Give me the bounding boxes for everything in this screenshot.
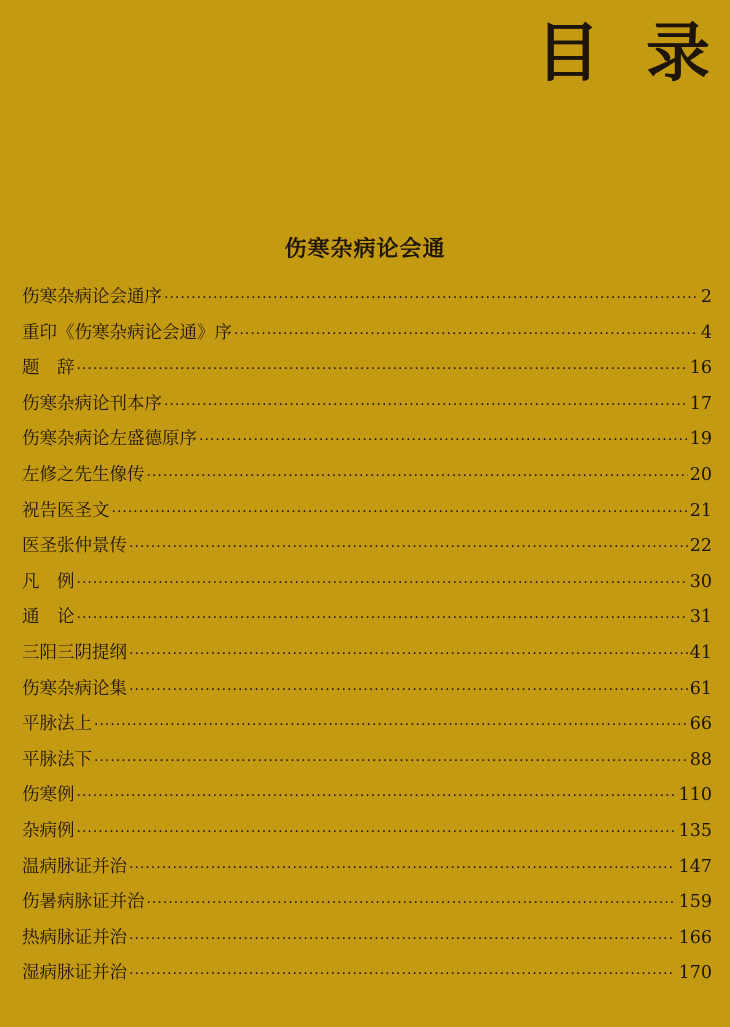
toc-entry-label: 通 论 <box>22 607 75 628</box>
toc-entry-page: 22 <box>689 536 712 557</box>
dot-leader <box>129 682 688 698</box>
toc-entry[interactable] <box>22 390 712 426</box>
dot-leader <box>129 966 674 982</box>
dot-leader <box>129 539 688 555</box>
dot-leader <box>164 397 688 413</box>
toc-entry[interactable] <box>22 853 712 889</box>
toc-entry-label: 三阳三阴提纲 <box>22 642 127 663</box>
dot-leader <box>147 895 675 911</box>
dot-leader <box>129 646 688 662</box>
toc-entry[interactable] <box>22 639 712 675</box>
toc-entry-label: 医圣张仲景传 <box>22 536 127 557</box>
toc-entry-page: 159 <box>678 892 712 913</box>
dot-leader <box>164 290 696 306</box>
dot-leader <box>147 468 688 484</box>
toc-entry[interactable] <box>22 959 712 995</box>
toc-entry[interactable] <box>22 319 712 355</box>
toc-entry-label: 伤寒例 <box>22 785 75 806</box>
toc-entry-page: 2 <box>700 287 712 307</box>
toc-entry-page: 31 <box>689 607 712 628</box>
dot-leader <box>129 931 674 947</box>
toc-entry-page: 61 <box>689 678 712 699</box>
page-title <box>536 16 710 91</box>
toc-entry-page: 110 <box>678 785 712 806</box>
page-title-char: 目 <box>536 16 600 91</box>
dot-leader <box>77 788 675 804</box>
dot-leader <box>77 610 688 626</box>
toc-entry-page: 17 <box>689 393 712 414</box>
toc-entry-label: 伤寒杂病论刊本序 <box>22 393 162 414</box>
toc-entry[interactable] <box>22 710 712 746</box>
toc-entry[interactable] <box>22 532 712 568</box>
toc-entry-page: 21 <box>689 500 712 521</box>
toc-entry-page: 4 <box>700 322 712 343</box>
toc-entry-label: 左修之先生像传 <box>22 464 145 485</box>
toc-entry-page: 88 <box>689 749 712 770</box>
table-of-contents <box>22 283 712 995</box>
toc-entry-label: 平脉法上 <box>22 714 92 735</box>
toc-entry-label: 湿病脉证并治 <box>22 963 127 984</box>
toc-entry[interactable] <box>22 781 712 817</box>
toc-entry-label: 伤寒杂病论集 <box>22 678 127 699</box>
toc-entry-page: 166 <box>678 927 712 948</box>
toc-entry-label: 重印《伤寒杂病论会通》序 <box>22 322 232 343</box>
toc-entry-label: 伤暑病脉证并治 <box>22 892 145 913</box>
toc-entry-label: 杂病例 <box>22 820 75 841</box>
toc-entry[interactable] <box>22 675 712 711</box>
dot-leader <box>94 753 688 769</box>
book-title: 伤寒杂病论会通 <box>284 237 446 262</box>
toc-entry[interactable] <box>22 497 712 533</box>
toc-entry[interactable] <box>22 924 712 960</box>
toc-entry[interactable] <box>22 888 712 924</box>
toc-entry-page: 30 <box>689 571 712 592</box>
toc-entry-label: 题 辞 <box>22 358 75 379</box>
toc-entry-label: 平脉法下 <box>22 749 92 770</box>
toc-entry[interactable] <box>22 461 712 497</box>
toc-entry-label: 伤寒杂病论左盛德原序 <box>22 429 197 450</box>
dot-leader <box>199 432 688 448</box>
toc-entry-page: 20 <box>689 464 712 485</box>
dot-leader <box>77 824 675 840</box>
toc-entry[interactable] <box>22 817 712 853</box>
dot-leader <box>94 717 688 733</box>
dot-leader <box>77 361 688 377</box>
toc-entry-page: 135 <box>678 820 712 841</box>
dot-leader <box>77 575 688 591</box>
toc-entry[interactable] <box>22 425 712 461</box>
toc-entry-page: 16 <box>689 358 712 379</box>
toc-entry-page: 41 <box>689 642 712 663</box>
toc-entry[interactable] <box>22 568 712 604</box>
toc-entry-page: 147 <box>678 856 712 877</box>
toc-entry-label: 祝告医圣文 <box>22 500 110 521</box>
toc-entry[interactable] <box>22 283 712 319</box>
page-title-char: 录 <box>646 16 710 91</box>
toc-entry-page: 19 <box>689 429 712 450</box>
toc-entry-page: 170 <box>678 963 712 984</box>
toc-entry[interactable] <box>22 746 712 782</box>
toc-entry[interactable] <box>22 603 712 639</box>
toc-entry-label: 凡 例 <box>22 571 75 592</box>
dot-leader <box>112 504 688 520</box>
toc-entry-page: 66 <box>689 714 712 735</box>
toc-entry[interactable] <box>22 354 712 390</box>
toc-entry-label: 温病脉证并治 <box>22 856 127 877</box>
toc-entry-label: 伤寒杂病论会通序 <box>22 287 162 307</box>
dot-leader <box>234 326 696 342</box>
dot-leader <box>129 860 674 876</box>
toc-entry-label: 热病脉证并治 <box>22 927 127 948</box>
